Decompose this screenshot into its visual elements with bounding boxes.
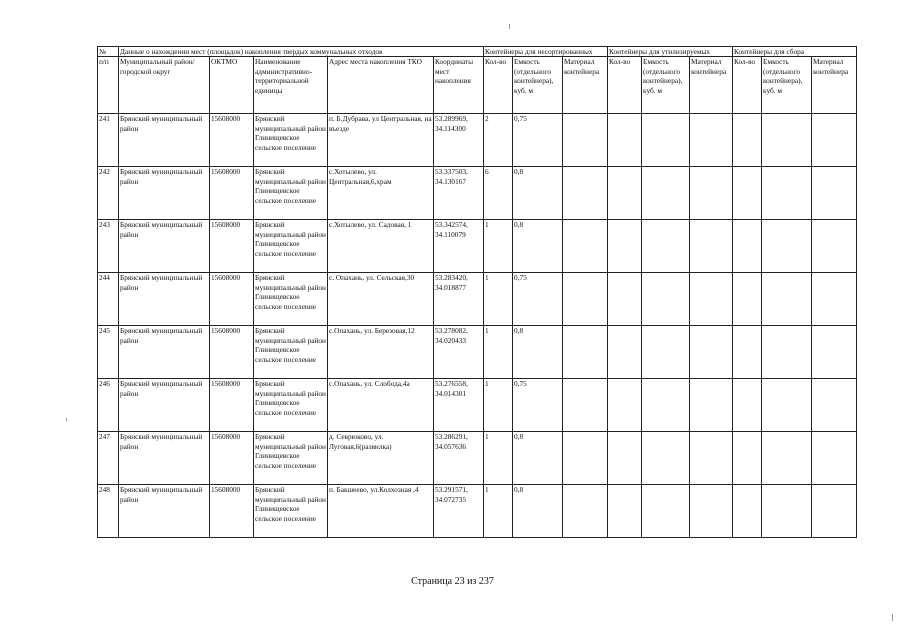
cell-empty (690, 273, 733, 326)
cell-address: п. Бакшеево, ул.Колхозная ,4 (328, 485, 434, 538)
header-material-unsorted: Материал контейнера (563, 57, 608, 114)
cell-empty (733, 114, 762, 167)
header-district: Муниципальный район/городской округ (119, 57, 210, 114)
header-row-top (98, 47, 857, 57)
header-capacity-unsorted: Емкость (отдельного контейнера), куб. м (513, 57, 563, 114)
cell-empty (690, 432, 733, 485)
cell-qty: 1 (484, 273, 513, 326)
cell-empty (642, 379, 690, 432)
cell-num: 247 (98, 432, 119, 485)
cell-empty (563, 432, 608, 485)
cell-empty (733, 273, 762, 326)
cell-empty (733, 432, 762, 485)
header-group-collect: Контейнеры для сбора (733, 47, 857, 57)
cell-num: 244 (98, 273, 119, 326)
cell-empty (608, 432, 642, 485)
header-data-group: Данные о нахождении мест (площадок) накопления твердых коммунальных отходов (119, 47, 484, 57)
cell-empty (690, 326, 733, 379)
cell-empty (608, 379, 642, 432)
table-row (98, 379, 857, 432)
cell-empty (733, 379, 762, 432)
cell-empty (733, 167, 762, 220)
cell-unit: Брянский муниципальный район Глинищевское сельское поселение (254, 114, 328, 167)
cell-oktmo: 15608000 (210, 167, 254, 220)
cell-empty (762, 167, 812, 220)
table-row (98, 167, 857, 220)
cell-empty (563, 114, 608, 167)
header-address: Адрес места накопления ТКО (328, 57, 434, 114)
header-group-recycled: Контейнеры для утилизируемых (608, 47, 733, 57)
cell-empty (762, 326, 812, 379)
cell-empty (812, 432, 857, 485)
cell-empty (812, 326, 857, 379)
cell-empty (812, 167, 857, 220)
cell-num: 245 (98, 326, 119, 379)
page-number: Страница 23 из 237 (411, 576, 494, 587)
cell-coords: 53.276558, 34.014301 (434, 379, 484, 432)
scan-mark (66, 418, 67, 421)
cell-empty (762, 432, 812, 485)
cell-empty (608, 485, 642, 538)
header-unit-name: Наименование административно-территориальной единицы (254, 57, 328, 114)
table-row (98, 432, 857, 485)
cell-district: Брянский муниципальный район (119, 114, 210, 167)
cell-unit: Брянский муниципальный район Глинищевское сельское поселение (254, 220, 328, 273)
cell-coords: 53.286291, 34.057636 (434, 432, 484, 485)
cell-capacity: 0,8 (513, 485, 563, 538)
cell-empty (762, 485, 812, 538)
cell-oktmo: 15608000 (210, 379, 254, 432)
waste-sites-table (97, 46, 857, 538)
cell-district: Брянский муниципальный район (119, 485, 210, 538)
cell-capacity: 0,75 (513, 379, 563, 432)
table-row (98, 114, 857, 167)
cell-empty (812, 273, 857, 326)
cell-qty: 6 (484, 167, 513, 220)
header-qty-recycled: Кол-во (608, 57, 642, 114)
cell-empty (563, 273, 608, 326)
cell-empty (733, 485, 762, 538)
cell-address: с. Опахань, ул. Сельская,30 (328, 273, 434, 326)
cell-empty (642, 326, 690, 379)
cell-oktmo: 15608000 (210, 485, 254, 538)
cell-coords: 53.278082, 34.020433 (434, 326, 484, 379)
cell-qty: 2 (484, 114, 513, 167)
cell-empty (608, 220, 642, 273)
cell-empty (642, 485, 690, 538)
cell-empty (690, 379, 733, 432)
cell-empty (563, 220, 608, 273)
cell-capacity: 0,75 (513, 114, 563, 167)
cell-coords: 53.337503, 34.130167 (434, 167, 484, 220)
cell-empty (642, 220, 690, 273)
cell-empty (563, 167, 608, 220)
table-row (98, 273, 857, 326)
cell-empty (642, 114, 690, 167)
cell-unit: Брянский муниципальный район Глинищевское сельское поселение (254, 432, 328, 485)
header-group-unsorted: Контейнеры для несортированных (484, 47, 608, 57)
cell-unit: Брянский муниципальный район Глинищевское сельское поселение (254, 273, 328, 326)
cell-empty (563, 326, 608, 379)
cell-empty (812, 485, 857, 538)
header-capacity-collect: Емкость (отдельного контейнера), куб. м (762, 57, 812, 114)
cell-empty (762, 220, 812, 273)
cell-address: с.Хотылево, ул. Центральная,6,храм (328, 167, 434, 220)
table-row (98, 326, 857, 379)
cell-district: Брянский муниципальный район (119, 273, 210, 326)
cell-empty (608, 273, 642, 326)
cell-empty (812, 220, 857, 273)
cell-empty (762, 379, 812, 432)
cell-coords: 53.283420, 34.018877 (434, 273, 484, 326)
cell-empty (690, 485, 733, 538)
header-material-recycled: Материал контейнера (690, 57, 733, 114)
cell-empty (563, 379, 608, 432)
cell-capacity: 0,8 (513, 432, 563, 485)
cell-capacity: 0,8 (513, 220, 563, 273)
cell-address: с.Опахань, ул. Слобода,4а (328, 379, 434, 432)
cell-num: 246 (98, 379, 119, 432)
cell-oktmo: 15608000 (210, 114, 254, 167)
header-num-sub: п/п (98, 57, 119, 114)
cell-empty (563, 485, 608, 538)
cell-address: с.Хотылево, ул. Садовая, 1 (328, 220, 434, 273)
cell-qty: 1 (484, 326, 513, 379)
cell-district: Брянский муниципальный район (119, 326, 210, 379)
cell-oktmo: 15608000 (210, 326, 254, 379)
cell-qty: 1 (484, 220, 513, 273)
cell-empty (762, 114, 812, 167)
cell-empty (608, 167, 642, 220)
cell-empty (608, 326, 642, 379)
scan-mark (892, 614, 893, 621)
header-capacity-recycled: Емкость (отдельного контейнера), куб. м (642, 57, 690, 114)
cell-num: 243 (98, 220, 119, 273)
cell-unit: Брянский муниципальный район Глинищевское сельское поселение (254, 485, 328, 538)
cell-district: Брянский муниципальный район (119, 220, 210, 273)
cell-num: 248 (98, 485, 119, 538)
cell-coords: 53.291571, 34.072735 (434, 485, 484, 538)
cell-empty (690, 220, 733, 273)
cell-capacity: 0,8 (513, 326, 563, 379)
cell-unit: Брянский муниципальный район Глинищевское сельское поселение (254, 326, 328, 379)
table-row (98, 485, 857, 538)
cell-capacity: 0,75 (513, 273, 563, 326)
header-coords: Координаты мест накопления (434, 57, 484, 114)
cell-empty (762, 273, 812, 326)
cell-empty (733, 220, 762, 273)
cell-oktmo: 15608000 (210, 432, 254, 485)
cell-empty (608, 114, 642, 167)
cell-coords: 53.289969, 34.114300 (434, 114, 484, 167)
cell-empty (812, 379, 857, 432)
header-qty-collect: Кол-во (733, 57, 762, 114)
cell-empty (733, 326, 762, 379)
cell-empty (642, 167, 690, 220)
cell-capacity: 0,8 (513, 167, 563, 220)
header-oktmo: ОКТМО (210, 57, 254, 114)
cell-address: п. Б.Дубрава, ул Центральная, на въезде (328, 114, 434, 167)
cell-num: 241 (98, 114, 119, 167)
cell-qty: 1 (484, 432, 513, 485)
header-material-collect: Материал контейнера (812, 57, 857, 114)
cell-unit: Брянский муниципальный район Глинищевское сельское поселение (254, 167, 328, 220)
cell-empty (642, 273, 690, 326)
table-row (98, 220, 857, 273)
cell-empty (812, 114, 857, 167)
cell-num: 242 (98, 167, 119, 220)
cell-empty (642, 432, 690, 485)
cell-coords: 53.342574, 34.110079 (434, 220, 484, 273)
header-num: № (98, 47, 119, 57)
cell-district: Брянский муниципальный район (119, 379, 210, 432)
cell-district: Брянский муниципальный район (119, 432, 210, 485)
cell-oktmo: 15608000 (210, 220, 254, 273)
cell-unit: Брянский муниципальный район Глинищевское сельское поселение (254, 379, 328, 432)
header-row-sub (98, 57, 857, 114)
cell-address: с.Опахань, ул. Березовая,12 (328, 326, 434, 379)
scan-mark (509, 24, 510, 29)
cell-oktmo: 15608000 (210, 273, 254, 326)
table-body (98, 114, 857, 538)
cell-empty (690, 167, 733, 220)
cell-address: д. Севрюково, ул. Луговая,6(развилка) (328, 432, 434, 485)
cell-qty: 1 (484, 379, 513, 432)
header-qty-unsorted: Кол-во (484, 57, 513, 114)
cell-district: Брянский муниципальный район (119, 167, 210, 220)
cell-qty: 1 (484, 485, 513, 538)
cell-empty (690, 114, 733, 167)
